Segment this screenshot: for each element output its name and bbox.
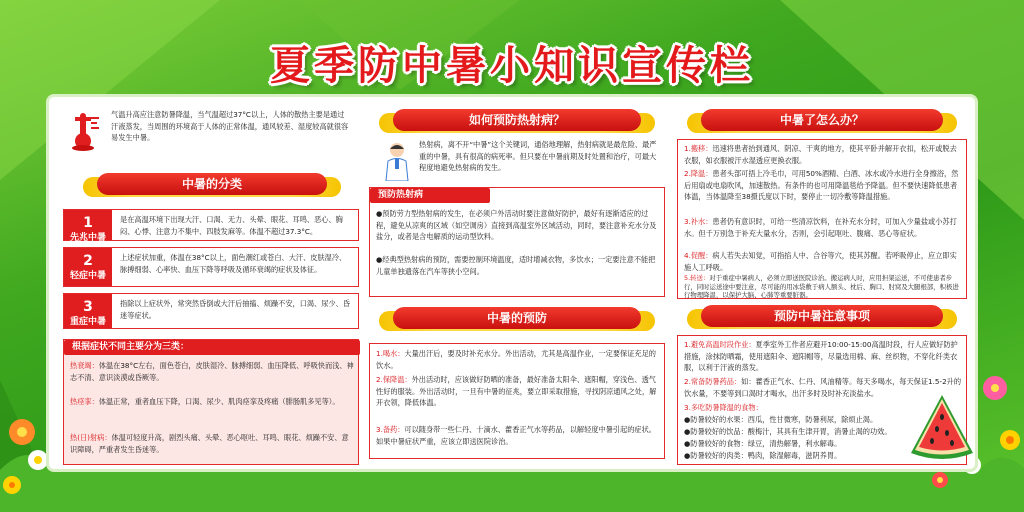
class-name: 重症中暑 bbox=[69, 317, 106, 327]
left-column bbox=[63, 97, 359, 469]
page-title: 夏季防中暑小知识宣传栏 bbox=[270, 43, 754, 89]
what-ribbon bbox=[687, 109, 957, 133]
severe-text: 体温可轻度升高，剧烈头痛、头晕、恶心呕吐、耳鸣、眼花、烦躁不安、意识障碍，严重者发生昏迷等。 bbox=[70, 433, 349, 454]
what-box bbox=[677, 139, 967, 299]
notes-label: 3.多吃防暑降温的食物： bbox=[684, 403, 763, 412]
class-text: 指除以上症状外，常突然昏倒或大汗后抽搐、烦躁不安，口渴、尿少、昏迷等症状。 bbox=[120, 299, 351, 320]
severe-item-3 bbox=[70, 432, 354, 455]
heat-prevent-item-1 bbox=[376, 348, 660, 371]
class-name: 轻症中暑 bbox=[69, 271, 106, 281]
heat-prevent-text: 外出活动时，应该做好防晒的准备，最好准备太阳伞、遮阳帽，穿浅色、透气性好的服装。外出活动时，一旦有中暑的征兆，要立即采取措施，寻找阴凉通风之处，解开衣领，降低体温。 bbox=[376, 375, 657, 407]
heat-prevent-item-3 bbox=[376, 424, 660, 447]
heat-prevent-label: 2.保降温： bbox=[376, 375, 412, 384]
severe-text: 体温在38°C左右，面色苍白，皮肤湿冷、脉搏细弱、血压降低、呼吸快而浅、神志不清、意识淡漠或昏厥等。 bbox=[70, 361, 354, 382]
severe-item-2 bbox=[70, 396, 354, 408]
prevent-point-1: ●预防劳力型热射病的发生，在必须户外活动时要注意做好防护，最好有逐渐适应的过程，避免从凉爽的区域（如空调房）直接到高温室外区域活动，同时，要注意补充水分及盐分，或者是含电解质的运动型饮料。 bbox=[376, 209, 657, 241]
class-number: 1 bbox=[83, 215, 93, 231]
what-text: 患者头部可捂上冷毛巾，可用50%酒精、白酒、冰水或冷水进行全身擦浴，然后用扇或电扇吹风，加速散热。有条件的也可用降温毯给予降温。但不要快速降低患者体温，当体温降至38摄氏度以下时，要停止一切冷敷等降温措施。 bbox=[684, 169, 959, 201]
notes-text: 如：藿香正气水、仁丹、风油精等。每天多喝水，每天保证1.5-2升的饮水量，不要等到口渴时才喝水，出汗多时及时补充淡盐水。 bbox=[684, 377, 962, 398]
heat-prevent-box bbox=[369, 343, 665, 459]
what-item-1 bbox=[684, 143, 962, 166]
what-item-5 bbox=[684, 274, 962, 300]
what-item-3 bbox=[684, 216, 962, 239]
class-text: 上述症状加重，体温在38°C以上，面色潮红或苍白、大汗、皮肤湿冷、脉搏细弱、心率快、血压下降等呼吸及循环衰竭的症状及体征。 bbox=[120, 253, 347, 274]
notes-food-1: ●防暑较好的水果：西瓜，性甘微寒，防暑利尿，除烦止渴。 bbox=[684, 415, 878, 424]
class-text: 是在高温环境下出现大汗、口渴、无力、头晕、眼花、耳鸣、恶心、胸闷、心悸、注意力不集中、四肢发麻等。体温不超过37.3°C。 bbox=[120, 215, 343, 236]
prevent-ribbon bbox=[379, 109, 655, 133]
title-container bbox=[0, 34, 1024, 91]
severe-box bbox=[63, 339, 359, 465]
what-label: 5.转送： bbox=[684, 274, 710, 282]
notes-food-4: ●防暑较好的肉类：鸭肉，除湿解毒，滋阴养胃。 bbox=[684, 451, 842, 460]
prevent-box bbox=[369, 187, 665, 297]
severe-text: 体温正常，重者血压下降，口渴、尿少、肌肉痉挛及疼痛（腓肠肌多见等）。 bbox=[98, 397, 340, 406]
notes-ribbon bbox=[687, 305, 957, 329]
severe-label: 热衰竭： bbox=[70, 361, 99, 370]
notes-item-3 bbox=[684, 402, 904, 414]
severe-item-1 bbox=[70, 360, 354, 383]
heat-prevent-label: 1.喝水： bbox=[376, 349, 405, 358]
notes-label: 1.避免高温时段作业： bbox=[684, 340, 756, 349]
notes-food-2: ●防暑较好的饮品：酸梅汁，其具有生津开胃，消暑止渴的功效。 bbox=[684, 427, 892, 436]
prevent-intro: 热射病，离不开“中暑”这个关键词，通俗地理解，热射病就是最危险、最严重的中暑，具有很高的病死率。但只要在中暑前期及时处置和治疗，可最大程度地避免热射病的发生。 bbox=[419, 140, 657, 172]
what-label: 3.补水： bbox=[684, 217, 713, 226]
what-title: 中暑了怎么办？ bbox=[701, 109, 943, 131]
class-number: 2 bbox=[83, 253, 93, 269]
what-label: 2.降温： bbox=[684, 169, 713, 178]
doctor-icon bbox=[383, 141, 411, 181]
class-item-1 bbox=[63, 209, 359, 241]
class-name: 先兆中暑 bbox=[69, 233, 106, 243]
heat-prevent-title: 中暑的预防 bbox=[393, 307, 641, 329]
what-item-4 bbox=[684, 250, 962, 273]
notes-item-1 bbox=[684, 339, 962, 374]
heat-prevent-ribbon bbox=[379, 307, 655, 331]
thermometer-icon bbox=[71, 111, 105, 151]
prevent-subtitle: 预防热射病 bbox=[370, 188, 490, 203]
notes-title: 预防中暑注意事项 bbox=[701, 305, 943, 327]
what-text: 病人若失去知觉，可指掐人中、合谷等穴，使其苏醒。若呼吸停止，应立即实施人工呼吸。 bbox=[684, 251, 957, 272]
notes-food-3: ●防暑较好的食物：绿豆，清热解暑，利水解毒。 bbox=[684, 439, 842, 448]
class-item-3 bbox=[63, 293, 359, 329]
heat-prevent-item-2 bbox=[376, 374, 660, 409]
notes-text: 夏季室外工作者应避开10:00-15:00高温时段，行人应做好防护措施，涂抹防晒霜，使用遮阳伞、遮阳帽等，尽量选用棉、麻、丝织物，不穿化纤类衣服，以利于汗液的蒸发。 bbox=[684, 340, 958, 372]
intro-text: 气温升高应注意防暑降温，当气温超过37°C以上，人体的散热主要是通过汗液蒸发，当周围的环境高于人体的正常体温，通风较差、湿度较高就很容易发生中暑。 bbox=[111, 110, 349, 142]
middle-column bbox=[369, 97, 665, 469]
severe-label: 热痉挛： bbox=[70, 397, 99, 406]
what-text: 迅速将患者抬到通风、阴凉、干爽的地方，使其平卧并解开衣扣，松开或脱去衣服，如衣服被汗水湿透应更换衣服。 bbox=[684, 144, 957, 165]
heat-prevent-text: 大量出汗后，要及时补充水分。外出活动，尤其是高温作业，一定要保证充足的饮水。 bbox=[376, 349, 656, 370]
severe-title: 根据症状不同主要分为三类： bbox=[64, 340, 360, 355]
prevent-title: 如何预防热射病？ bbox=[393, 109, 641, 131]
what-text: 患者仍有意识时，可给一些清凉饮料，在补充水分时，可加入少量盐或小苏打水。但千万别急于补充大量水分，否则，会引起呕吐、腹痛、恶心等症状。 bbox=[684, 217, 957, 238]
what-label: 4.促醒： bbox=[684, 251, 713, 260]
notes-label: 2.常备防暑药品： bbox=[684, 377, 742, 386]
heat-prevent-label: 3.备药： bbox=[376, 425, 405, 434]
prevent-point-2: ●经典型热射病的预防，需要控制环境温度，适时增减衣物，多饮水；一定要注意不能把儿童单独遗落在汽车等狭小空间。 bbox=[376, 255, 656, 276]
classify-title: 中暑的分类 bbox=[97, 173, 327, 195]
what-item-2 bbox=[684, 168, 962, 203]
severe-label: 热(日)射病： bbox=[70, 433, 112, 442]
heat-prevent-text: 可以随身带一些仁丹、十滴水、藿香正气水等药品，以解轻度中暑引起的症状。如果中暑症状严重，应该立即送医院诊治。 bbox=[376, 425, 656, 446]
what-text: 对于重症中暑病人，必须立即送医院诊治。搬运病人时，应用担架运送，不可使患者步行，同时运送途中要注意，尽可能的用冰袋敷于病人额头、枕后、胸口、肘窝及大腿根部，积极进行物理降温，以保护大脑、心肺等重要脏器。 bbox=[684, 274, 959, 299]
class-number: 3 bbox=[83, 299, 93, 315]
what-label: 1.搬移： bbox=[684, 144, 713, 153]
class-item-2 bbox=[63, 247, 359, 287]
info-board bbox=[46, 94, 978, 472]
classify-ribbon bbox=[83, 173, 341, 197]
watermelon-icon bbox=[907, 393, 977, 463]
